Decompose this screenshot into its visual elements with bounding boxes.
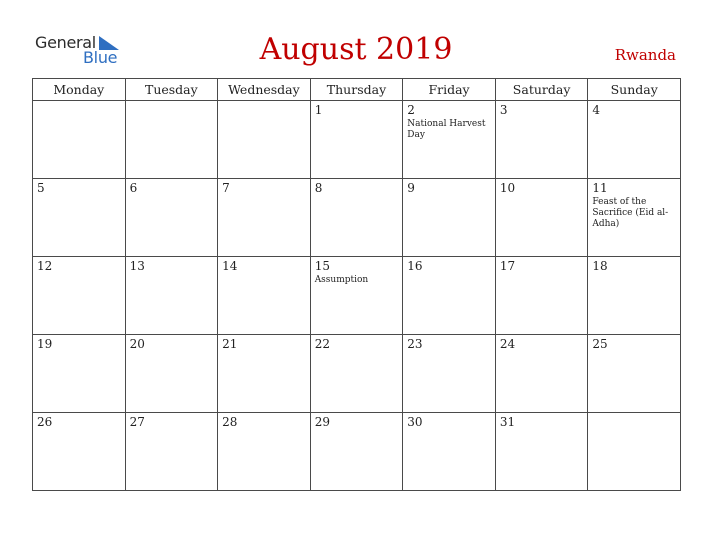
day-number: 21 [222,337,238,351]
day-number: 14 [222,259,238,273]
week-row [33,179,681,257]
day-number: 11 [592,181,608,195]
day-cell [403,101,496,179]
day-cell [125,179,218,257]
day-cell [588,335,681,413]
day-cell [33,101,126,179]
holiday-label: National Harvest Day [407,119,486,140]
weekday-header-row [33,79,681,101]
day-number: 19 [37,337,53,351]
day-cell [125,413,218,491]
week-row [33,101,681,179]
day-cell [495,101,588,179]
day-cell [588,413,681,491]
day-number: 30 [407,415,423,429]
day-number: 16 [407,259,423,273]
day-number: 6 [129,181,138,195]
day-number: 8 [314,181,323,195]
weekday-header-thursday: Thursday [310,79,403,101]
day-cell [495,257,588,335]
day-number: 13 [129,259,145,273]
day-number: 22 [314,337,330,351]
day-cell [403,413,496,491]
weekday-header-saturday: Saturday [495,79,588,101]
country-label: Rwanda [614,46,676,64]
day-number: 7 [222,181,230,195]
day-cell [218,179,311,257]
logo-text-general: General [35,33,96,52]
day-cell [403,257,496,335]
day-cell [495,335,588,413]
day-cell [218,413,311,491]
calendar-title: August 2019 [259,32,453,67]
day-cell [588,179,681,257]
day-cell [218,101,311,179]
week-row [33,335,681,413]
day-cell [310,257,403,335]
day-cell [495,179,588,257]
day-number: 15 [314,259,330,273]
day-cell [33,413,126,491]
logo-text-blue: Blue [83,48,118,67]
week-row [33,257,681,335]
day-number: 4 [592,103,601,117]
day-cell [310,413,403,491]
day-cell [33,335,126,413]
holiday-label: Feast of the Sacrifice (Eid al-Adha) [592,197,669,229]
day-number: 26 [37,415,53,429]
day-cell [403,179,496,257]
day-number: 31 [499,415,516,429]
day-cell [310,335,403,413]
day-number: 18 [592,259,608,273]
day-cell [125,257,218,335]
day-cell [495,413,588,491]
day-cell [218,335,311,413]
weekday-header-monday: Monday [33,79,126,101]
day-cell [125,101,218,179]
day-number: 27 [129,415,145,429]
calendar-grid [32,78,681,491]
day-cell [588,101,681,179]
day-cell [33,257,126,335]
day-cell [403,335,496,413]
day-cell [125,335,218,413]
day-number: 20 [129,337,145,351]
day-cell [310,179,403,257]
day-number: 5 [37,181,45,195]
day-number: 25 [592,337,608,351]
weekday-header-wednesday: Wednesday [218,79,311,101]
day-cell [310,101,403,179]
day-number: 1 [314,103,323,117]
day-number: 3 [499,103,508,117]
day-cell [218,257,311,335]
day-cell [33,179,126,257]
day-number: 28 [222,415,238,429]
weekday-header-tuesday: Tuesday [125,79,218,101]
weekday-header-friday: Friday [403,79,496,101]
day-number: 24 [499,337,516,351]
holiday-label: Assumption [314,275,369,285]
weekday-header-sunday: Sunday [588,79,681,101]
day-number: 23 [407,337,423,351]
day-number: 10 [499,181,516,195]
day-number: 29 [314,415,330,429]
day-number: 2 [407,103,415,117]
day-number: 17 [499,259,516,273]
day-cell [588,257,681,335]
day-number: 12 [37,259,53,273]
week-row [33,413,681,491]
day-number: 9 [407,181,415,195]
